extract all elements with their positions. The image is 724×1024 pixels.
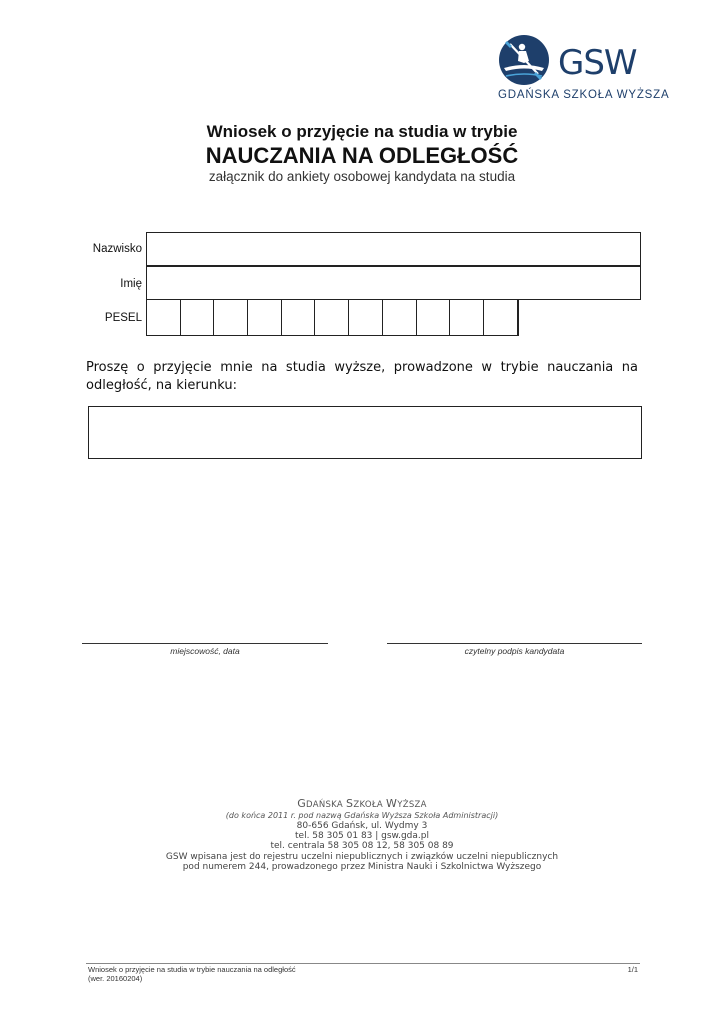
street-address: 80-656 Gdańsk, ul. Wydmy 3	[296, 821, 428, 831]
pesel-digit-cell[interactable]	[417, 300, 451, 335]
pesel-label: PESEL	[104, 312, 142, 324]
request-text: Proszę o przyjęcie mnie na studia wyższe, prowadzone w trybie nauczania na odległość, na kierunku:	[86, 360, 638, 393]
previous-name: (do końca 2011 r. pod nazwą Gdańska Wyższa Szkoła Administracji)	[225, 811, 499, 820]
phone-and-website: tel. 58 305 01 83 | gsw.gda.pl	[295, 831, 429, 841]
signature-line[interactable]	[387, 643, 642, 644]
footer-version: (wer. 20160204)	[88, 974, 143, 983]
school-name-part: DAŃSKA	[306, 800, 347, 810]
logo-subtitle: GDAŃSKA SZKOŁA WYŻSZA	[498, 89, 670, 101]
pesel-digit-cell[interactable]	[214, 300, 248, 335]
page-number: 1/1	[627, 965, 638, 974]
pesel-digit-cell[interactable]	[383, 300, 417, 335]
pesel-digit-cell[interactable]	[450, 300, 484, 335]
school-name-part: YŻSZA	[397, 800, 427, 810]
footer-doc-info	[88, 965, 296, 983]
central-phone: tel. centrala 58 305 08 12, 58 305 08 89	[270, 841, 454, 851]
pesel-digit-cell[interactable]	[282, 300, 316, 335]
pesel-field[interactable]	[146, 300, 519, 336]
registry-line-1: GSW wpisana jest do rejestru uczelni niepublicznych i związków uczelni niepublicznych	[165, 852, 559, 862]
signature-caption: czytelny podpis kandydata	[464, 646, 565, 656]
registry-line-2: pod numerem 244, prowadzonego przez Ministra Nauki i Szkolnictwa Wyższego	[182, 862, 542, 872]
field-of-study-field[interactable]	[88, 406, 642, 459]
school-name-part: S	[346, 797, 354, 810]
pesel-digit-cell[interactable]	[248, 300, 282, 335]
pesel-digit-cell[interactable]	[147, 300, 181, 335]
place-date-caption: miejscowość, data	[170, 646, 240, 656]
footer-divider	[86, 963, 640, 964]
kayak-emblem-icon	[498, 34, 550, 86]
school-name-part: ZKOŁA	[353, 800, 387, 810]
surname-field[interactable]	[146, 232, 641, 266]
place-date-line[interactable]	[82, 643, 328, 644]
school-name-part: G	[297, 797, 307, 810]
pesel-digit-cell[interactable]	[484, 300, 518, 335]
firstname-label: Imię	[120, 278, 142, 290]
page-title-line1: Wniosek o przyjęcie na studia w trybie	[206, 122, 518, 141]
pesel-digit-cell[interactable]	[181, 300, 215, 335]
page-subtitle: załącznik do ankiety osobowej kandydata na studia	[208, 169, 516, 184]
footer-doc-title: Wniosek o przyjęcie na studia w trybie nauczania na odległość	[88, 965, 296, 974]
logo-brand: GSW	[558, 43, 637, 83]
surname-label: Nazwisko	[92, 243, 142, 255]
page-title-line2: NAUCZANIA NA ODLEGŁOŚĆ	[205, 143, 519, 168]
pesel-digit-cell[interactable]	[349, 300, 383, 335]
pesel-digit-cell[interactable]	[315, 300, 349, 335]
firstname-field[interactable]	[146, 266, 641, 300]
gsw-logo	[498, 34, 670, 104]
school-name-part: W	[386, 797, 398, 810]
school-name	[0, 799, 724, 811]
